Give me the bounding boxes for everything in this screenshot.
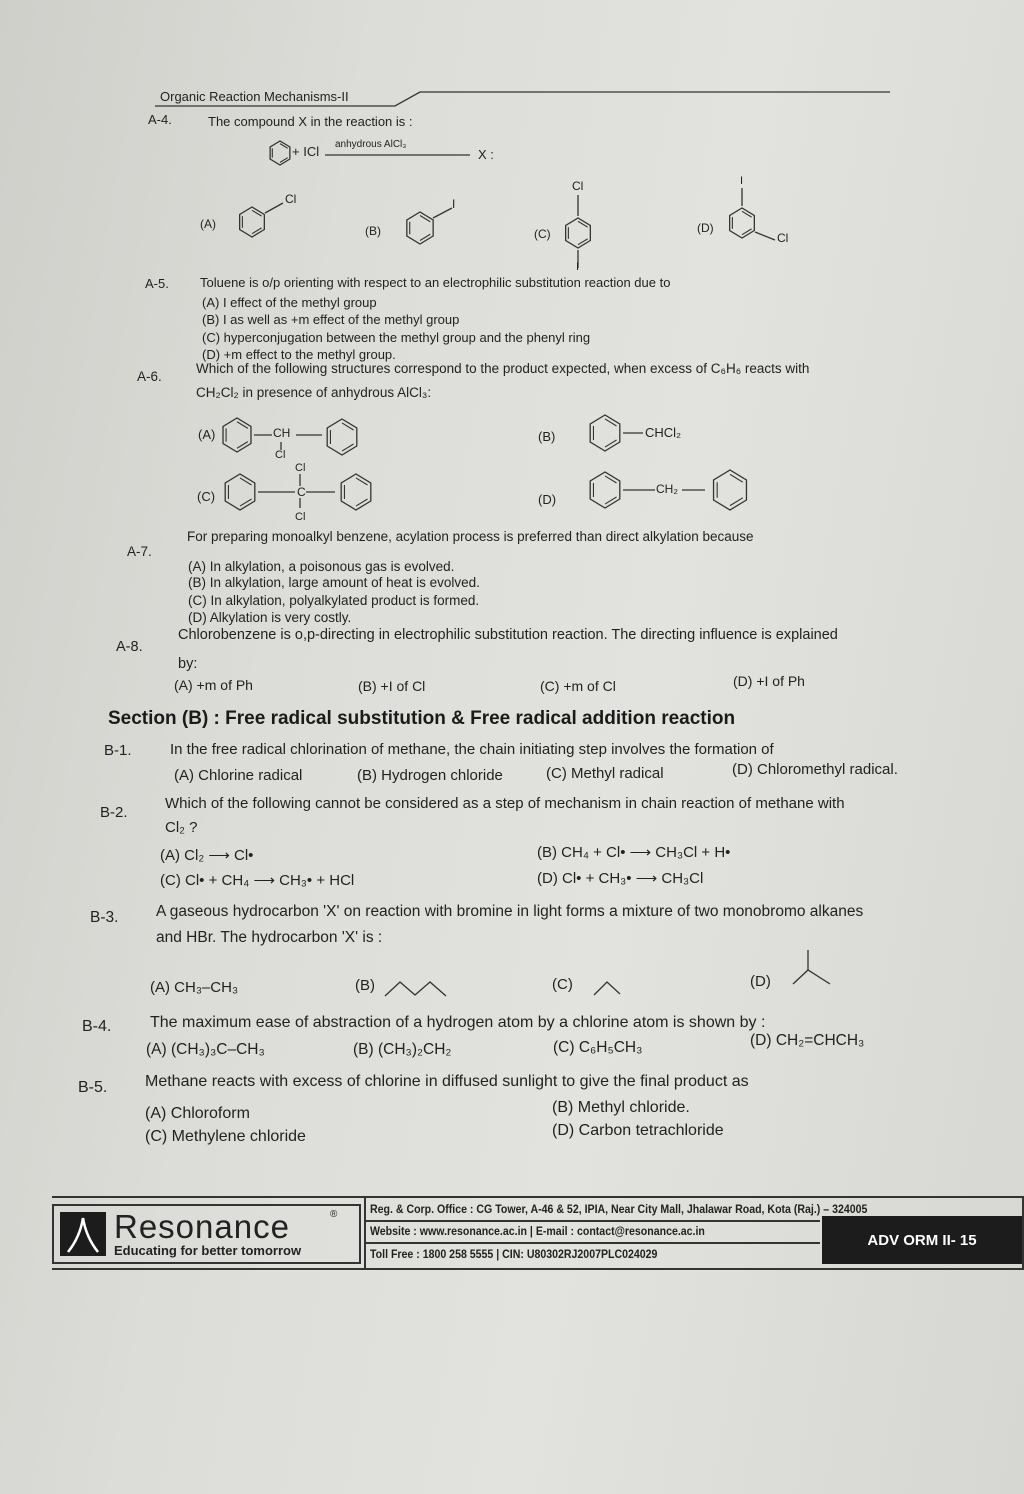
question-text: A gaseous hydrocarbon 'X' on reaction with bromine in light forms a mixture of two monobromo alkanes xyxy=(156,903,864,920)
option: (C) Cl• + CH₄ ⟶ CH₃• + HCl xyxy=(160,872,355,889)
section-header: Organic Reaction Mechanisms-II xyxy=(160,89,349,104)
option: (C) In alkylation, polyalkylated product is formed. xyxy=(188,593,480,608)
option: (C) Methylene chloride xyxy=(145,1128,306,1145)
option: (A) +m of Ph xyxy=(174,677,253,693)
benzene-ring-icon xyxy=(322,417,362,457)
benzene-ring-icon xyxy=(336,472,376,512)
question-text: Toluene is o/p orienting with respect to an electrophilic substitution reaction due to xyxy=(200,275,671,290)
option: (D) Chloromethyl radical. xyxy=(732,761,898,778)
question-text: Which of the following structures correspond to the product expected, when excess of C₆H₆ reacts with xyxy=(196,361,810,376)
option: (A) Chloroform xyxy=(145,1105,250,1122)
option: (A) Chlorine radical xyxy=(174,767,303,784)
question-number: B-5. xyxy=(78,1079,108,1096)
option: (C) +m of Cl xyxy=(540,678,616,694)
substituent: Cl xyxy=(777,231,789,245)
option-label: (D) xyxy=(538,492,557,507)
question-text: The maximum ease of abstraction of a hydrogen atom by a chlorine atom is shown by : xyxy=(150,1014,766,1031)
option: (D) Alkylation is very costly. xyxy=(188,610,352,625)
option: (A) I effect of the methyl group xyxy=(202,295,377,310)
option: (B) +I of Cl xyxy=(358,678,426,694)
tagline: Educating for better tomorrow xyxy=(114,1243,302,1258)
question-text: Cl₂ ? xyxy=(165,819,198,836)
question-number: A-7. xyxy=(127,544,152,559)
option: (B) (CH₃)₂CH₂ xyxy=(353,1041,452,1058)
option-label: (B) xyxy=(355,977,375,994)
substituent: Cl xyxy=(295,511,306,523)
question-number: A-5. xyxy=(145,276,169,291)
office-address: Reg. & Corp. Office : CG Tower, A-46 & 52, IPIA, Near City Mall, Jhalawar Road, Kota (Raj.) – 324005 xyxy=(370,1204,868,1216)
option: (C) Methyl radical xyxy=(546,765,664,782)
option: (D) Carbon tetrachloride xyxy=(552,1122,724,1139)
option: (B) CH₄ + Cl• ⟶ CH₃Cl + H• xyxy=(537,844,731,861)
question-text: Methane reacts with excess of chlorine in diffused sunlight to give the final product as xyxy=(145,1073,749,1090)
question-text: The compound X in the reaction is : xyxy=(208,114,413,129)
question-number: A-4. xyxy=(148,112,172,127)
question-text: Chlorobenzene is o,p-directing in electrophilic substitution reaction. The directing influence is explained xyxy=(178,627,838,643)
option: (D) +m effect to the methyl group. xyxy=(202,347,396,362)
toll-free-cin: Toll Free : 1800 258 5555 | CIN: U80302RJ2007PLC024029 xyxy=(370,1249,658,1261)
center-carbon: C xyxy=(297,485,306,499)
option-label: (C) xyxy=(534,227,551,241)
benzene-ring-icon xyxy=(725,206,759,240)
option: (C) C₆H₅CH₃ xyxy=(553,1039,643,1056)
option-label: (D) xyxy=(750,973,771,990)
option: (B) Hydrogen chloride xyxy=(357,767,503,784)
option-label: (B) xyxy=(365,224,381,238)
question-number: B-1. xyxy=(104,742,132,759)
option: (C) hyperconjugation between the methyl group and the phenyl ring xyxy=(202,330,591,345)
question-text: In the free radical chlorination of methane, the chain initiating step involves the formation of xyxy=(170,741,774,758)
section-title: Section (B) : Free radical substitution & Free radical addition reaction xyxy=(108,708,736,729)
benzene-ring-icon xyxy=(235,205,269,239)
option-label: (C) xyxy=(197,489,216,504)
substituent: Cl xyxy=(572,179,584,193)
option: (B) Methyl chloride. xyxy=(552,1099,690,1116)
option-label: (B) xyxy=(538,429,556,444)
benzene-ring-icon xyxy=(218,416,256,454)
substituent: Cl xyxy=(295,462,306,474)
reagent: + ICl xyxy=(292,144,320,159)
question-text: and HBr. The hydrocarbon 'X' is : xyxy=(156,929,383,946)
question-number: B-3. xyxy=(90,909,119,926)
option: (B) In alkylation, large amount of heat is evolved. xyxy=(188,575,480,590)
option-label: (A) xyxy=(198,427,216,442)
question-text: CH₂Cl₂ in presence of anhydrous AlCl₃: xyxy=(196,385,432,400)
question-text: For preparing monoalkyl benzene, acylation process is preferred than direct alkylation because xyxy=(187,529,754,544)
option: (D) +I of Ph xyxy=(733,673,805,689)
option: (B) I as well as +m effect of the methyl group xyxy=(202,312,460,327)
benzene-ring-icon xyxy=(561,216,595,250)
substituent: Cl xyxy=(275,449,286,461)
substituent: I xyxy=(740,175,744,187)
substituent: I xyxy=(452,197,456,211)
question-number: B-2. xyxy=(100,804,128,821)
option-label: (A) xyxy=(200,217,216,231)
benzene-ring-icon xyxy=(585,413,625,453)
option: (D) CH₂=CHCH₃ xyxy=(750,1032,865,1049)
benzene-ring-icon xyxy=(585,470,625,510)
option: (D) Cl• + CH₃• ⟶ CH₃Cl xyxy=(537,870,704,887)
benzene-ring-icon xyxy=(220,472,260,512)
product: X : xyxy=(478,147,494,162)
reaction-condition: anhydrous AlCl₃ xyxy=(335,139,407,150)
option: (A) In alkylation, a poisonous gas is evolved. xyxy=(188,559,455,574)
question-number: B-4. xyxy=(82,1018,112,1035)
group: CH xyxy=(273,426,291,440)
question-number: A-8. xyxy=(116,639,143,655)
brand-name: Resonance xyxy=(114,1208,290,1245)
logo xyxy=(52,1204,361,1264)
option: (A) (CH₃)₃C–CH₃ xyxy=(146,1041,265,1058)
registered-mark: ® xyxy=(330,1209,338,1220)
substituent: Cl xyxy=(285,192,297,206)
website-email: Website : www.resonance.ac.in | E-mail : contact@resonance.ac.in xyxy=(370,1226,705,1238)
group: CHCl₂ xyxy=(645,425,682,440)
benzene-ring-icon xyxy=(708,468,752,512)
option: (A) CH₃–CH₃ xyxy=(150,979,239,996)
option-label: (D) xyxy=(697,221,714,235)
substituent: I xyxy=(576,261,580,273)
question-number: A-6. xyxy=(137,369,162,384)
footer xyxy=(52,1196,1024,1270)
resonance-logo-icon xyxy=(60,1212,106,1256)
group: CH₂ xyxy=(656,482,678,496)
benzene-ring-icon xyxy=(402,210,438,246)
page-code: ADV ORM II- 15 xyxy=(822,1216,1022,1264)
benzene-ring-icon xyxy=(266,139,294,167)
option-label: (C) xyxy=(552,976,573,993)
bond-line xyxy=(0,0,1,1)
option: (A) Cl₂ ⟶ Cl• xyxy=(160,847,254,864)
question-text: by: xyxy=(178,656,198,672)
question-text: Which of the following cannot be considered as a step of mechanism in chain reaction of methane with xyxy=(165,795,845,812)
